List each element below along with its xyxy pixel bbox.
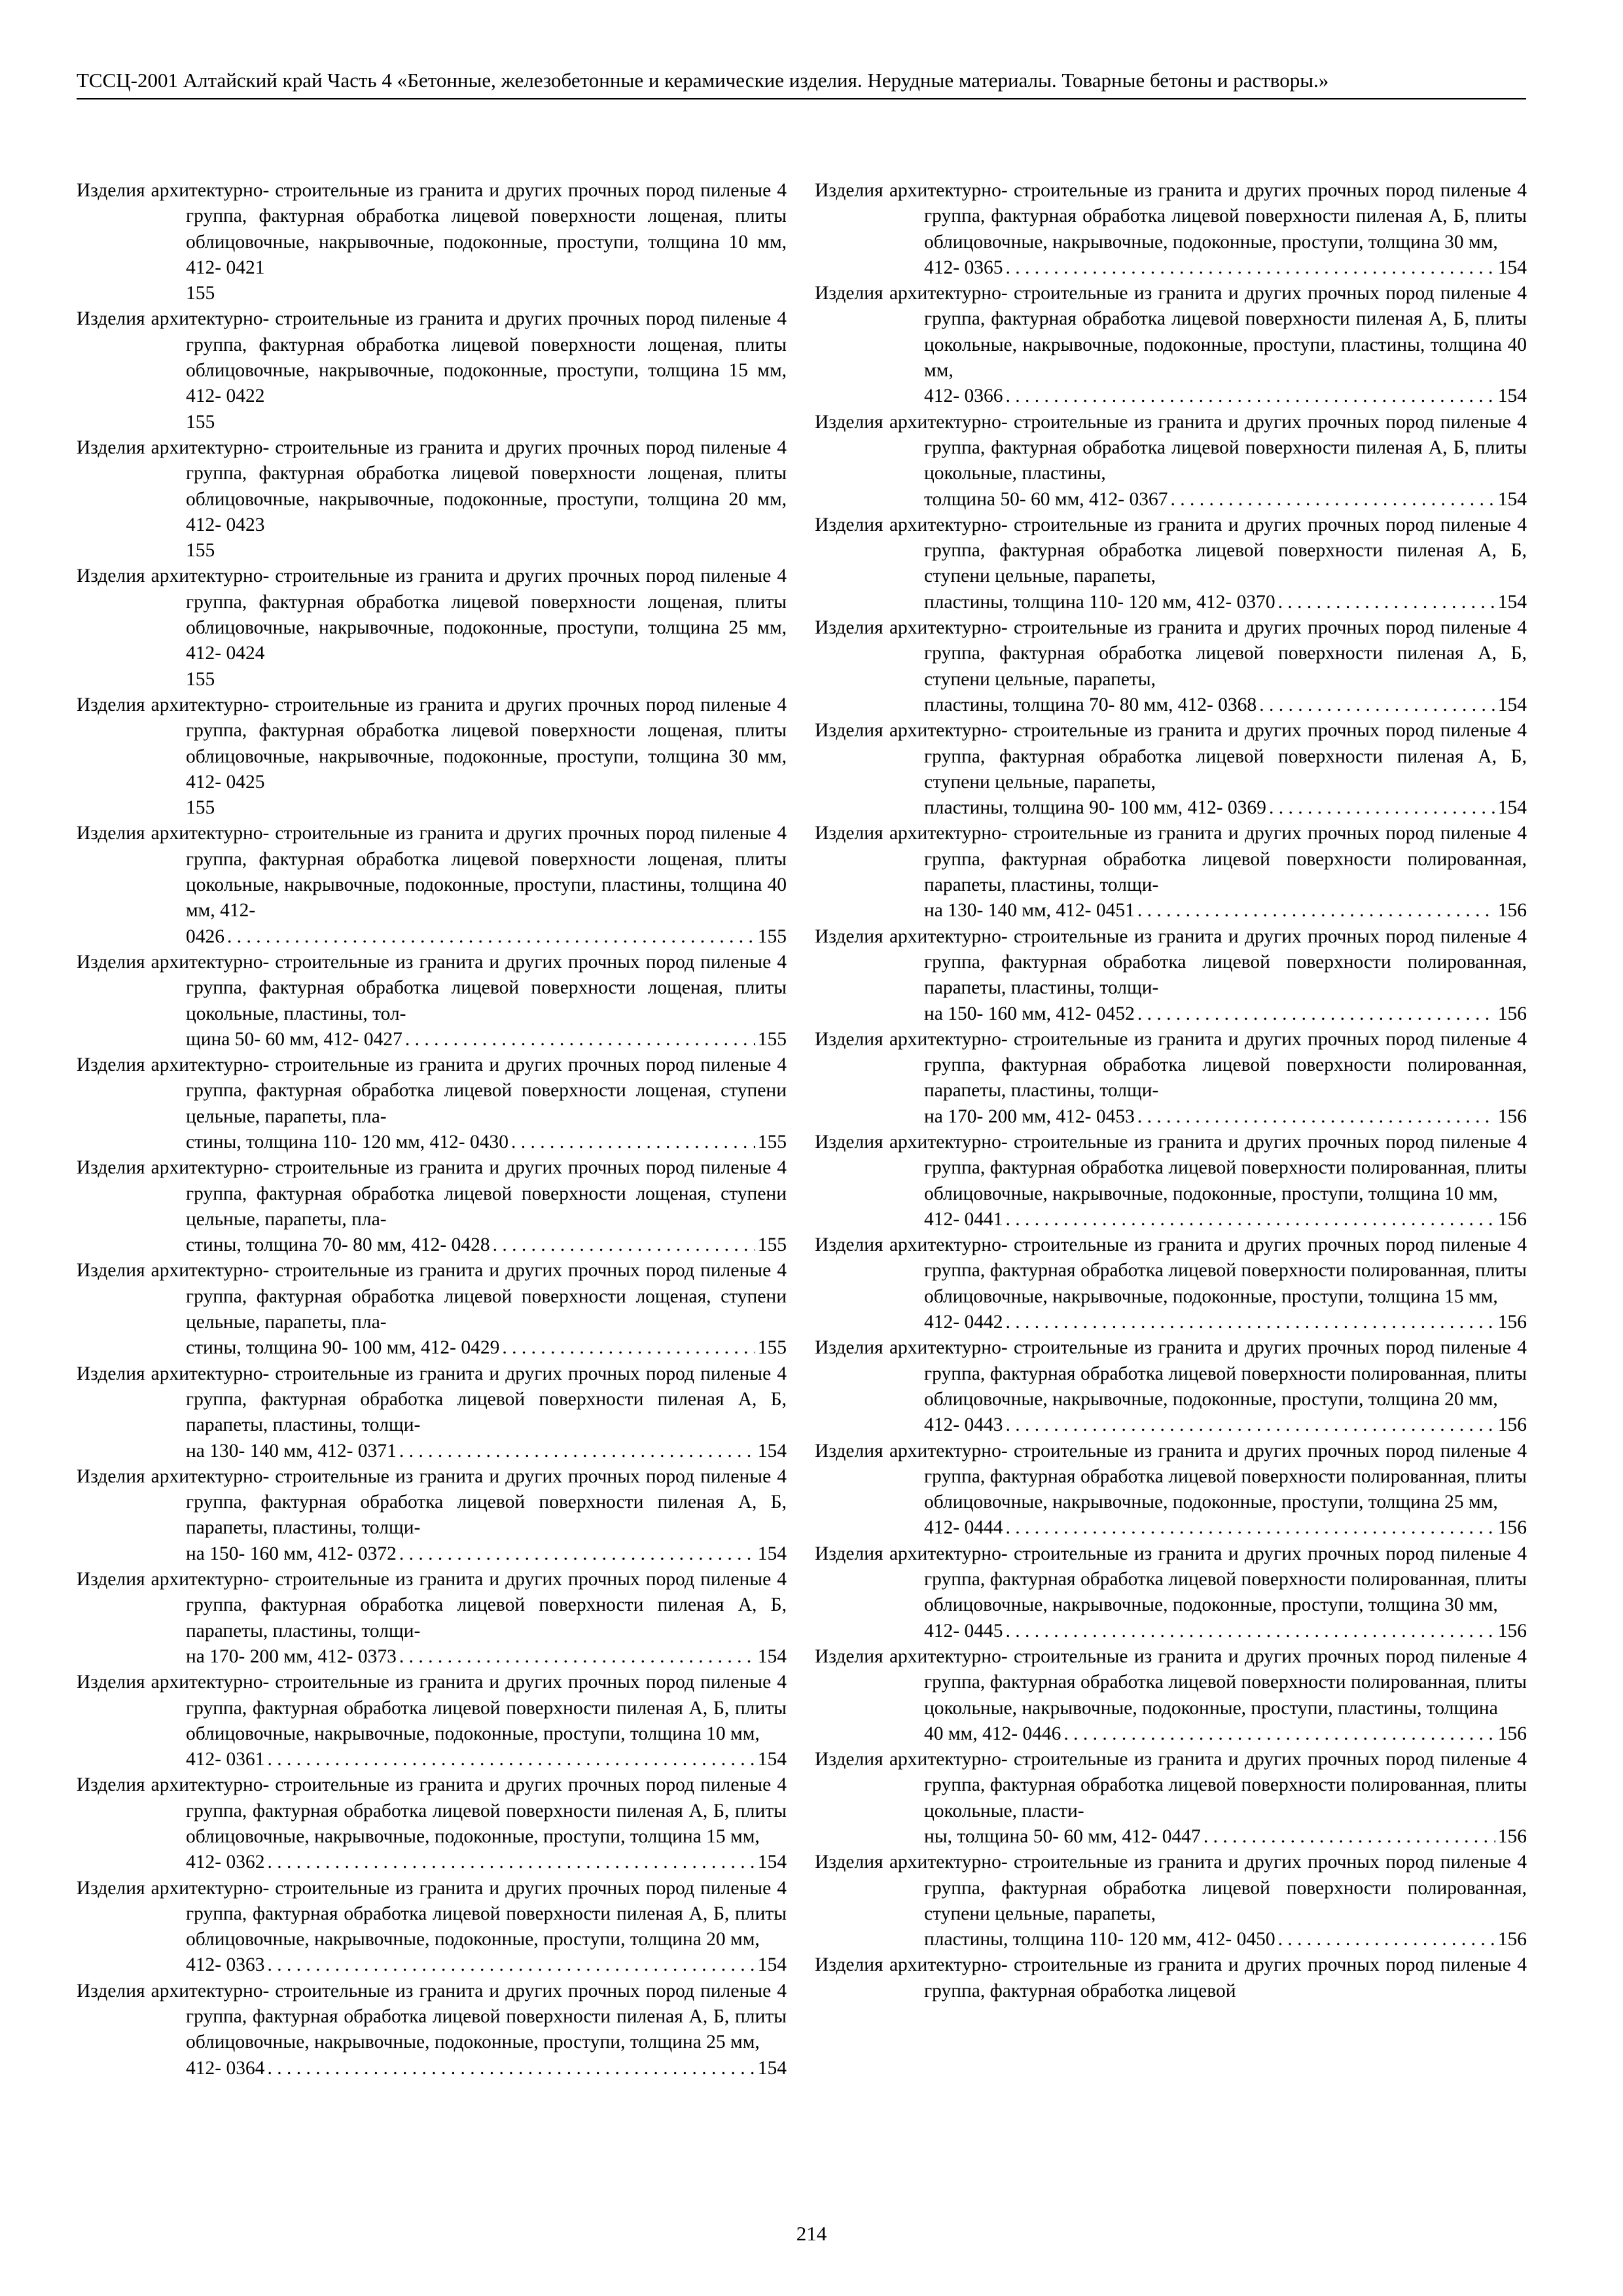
entry-text: Изделия архитектурно- строительные из гранита и других прочных пород пиленые 4 группа, фактурная обработка лицевой поверхности полированная, плиты облицовочные, накрывочные, подоконные, проступи, толщина 10 мм, — [815, 1131, 1527, 1204]
entry-reference-line — [924, 384, 1527, 409]
index-entry — [77, 1361, 787, 1464]
entry-code: 412- 0361 — [186, 1749, 265, 1770]
entry-reference-line — [924, 1001, 1527, 1027]
entry-reference-line — [186, 1541, 787, 1567]
entry-page-number: 154 — [1497, 386, 1527, 407]
entry-code: пластины, толщина 70- 80 мм, 412- 0368 — [924, 694, 1257, 715]
entry-code: стины, толщина 110- 120 мм, 412- 0430 — [186, 1131, 508, 1153]
entry-page-number: 156 — [1497, 1620, 1527, 1641]
index-entry — [815, 1232, 1527, 1335]
entry-page-number: 154 — [757, 1954, 787, 1976]
entry-page-number: 156 — [1497, 1414, 1527, 1436]
entry-page-number: 155 — [186, 797, 215, 819]
dot-leader — [511, 1130, 755, 1155]
entry-code: 0426 — [186, 925, 224, 947]
entry-reference-line — [186, 1335, 787, 1361]
index-entry — [77, 564, 787, 692]
entry-code: 412- 0366 — [924, 386, 1003, 407]
entry-text: Изделия архитектурно- строительные из гранита и других прочных пород пиленые 4 группа, фактурная обработка лицевой поверхности пиленая А, Б, плиты цокольные, пластины, — [815, 411, 1527, 484]
entry-code: стины, толщина 70- 80 мм, 412- 0428 — [186, 1234, 490, 1256]
dot-leader — [1170, 487, 1495, 512]
index-entry — [77, 1670, 787, 1772]
index-entry — [815, 1850, 1527, 1952]
entry-text: Изделия архитектурно- строительные из гранита и других прочных пород пиленые 4 группа, фактурная обработка лицевой — [815, 1954, 1527, 2001]
entry-reference-line — [186, 2056, 787, 2081]
index-entry — [815, 281, 1527, 409]
entry-page-number: 154 — [1497, 694, 1527, 715]
entry-reference-line — [924, 1412, 1527, 1438]
entry-text: Изделия архитектурно- строительные из гранита и других прочных пород пиленые 4 группа, фактурная обработка лицевой поверхности лощеная, ступени цельные, парапеты, пла- — [77, 1157, 787, 1230]
entry-reference-line — [186, 1027, 787, 1052]
entry-reference-line — [186, 1130, 787, 1155]
entry-reference-line — [924, 1207, 1527, 1232]
index-column-right — [815, 178, 1527, 2004]
entry-code: 412- 0445 — [924, 1620, 1003, 1641]
dot-leader — [1137, 1001, 1495, 1027]
entry-page-number: 156 — [1497, 1517, 1527, 1539]
dot-leader — [502, 1335, 755, 1361]
entry-page-number: 156 — [1497, 1826, 1527, 1847]
index-entry — [815, 1439, 1527, 1541]
entry-page-number: 154 — [757, 2057, 787, 2079]
dot-leader — [267, 2056, 755, 2081]
entry-reference-line — [186, 795, 787, 821]
entry-text: Изделия архитектурно- строительные из гранита и других прочных пород пиленые 4 группа, фактурная обработка лицевой поверхности полированная, плиты облицовочные, накрывочные, подоконные, проступи, толщина 20 мм, — [815, 1337, 1527, 1410]
index-entry — [77, 1258, 787, 1361]
entry-text: Изделия архитектурно- строительные из гранита и других прочных пород пиленые 4 группа, фактурная обработка лицевой поверхности пиленая А, Б, ступени цельные, парапеты, — [815, 514, 1527, 587]
index-entry — [77, 821, 787, 949]
entry-page-number: 154 — [1497, 591, 1527, 613]
entry-code: на 170- 200 мм, 412- 0453 — [924, 1105, 1135, 1127]
entry-code: 412- 0362 — [186, 1852, 265, 1873]
entry-code: стины, толщина 90- 100 мм, 412- 0429 — [186, 1337, 500, 1359]
index-entry — [77, 692, 787, 821]
dot-leader — [1204, 1824, 1495, 1850]
index-entry — [815, 1747, 1527, 1850]
entry-code: 412- 0364 — [186, 2057, 265, 2079]
entry-code: толщина 50- 60 мм, 412- 0367 — [924, 488, 1168, 510]
page-number: 214 — [796, 2222, 827, 2245]
dot-leader — [1005, 1310, 1495, 1335]
index-entry — [77, 1155, 787, 1258]
entry-text: Изделия архитектурно- строительные из гранита и других прочных пород пиленые 4 группа, фактурная обработка лицевой поверхности полированная, парапеты, пластины, толщи- — [815, 1028, 1527, 1102]
entry-reference-line — [924, 1824, 1527, 1850]
entry-reference-line — [924, 1310, 1527, 1335]
entry-reference-line — [186, 1439, 787, 1464]
entry-reference-line — [186, 1747, 787, 1772]
dot-leader — [267, 1850, 755, 1875]
entry-reference-line — [924, 898, 1527, 924]
entry-code: 40 мм, 412- 0446 — [924, 1723, 1061, 1744]
entry-reference-line — [924, 590, 1527, 615]
dot-leader — [1005, 384, 1495, 409]
dot-leader — [1005, 1619, 1495, 1644]
index-entry — [77, 1979, 787, 2081]
index-entry — [815, 512, 1527, 615]
entry-reference-line — [924, 1104, 1527, 1130]
entry-page-number: 154 — [757, 1852, 787, 1873]
entry-reference-line — [924, 1515, 1527, 1541]
entry-page-number: 156 — [1497, 900, 1527, 922]
entry-text: Изделия архитектурно- строительные из гранита и других прочных пород пиленые 4 группа, фактурная обработка лицевой поверхности пиленая А, Б, плиты цокольные, накрывочные, подоконные, проступи, пластины, толщина 40 мм, — [815, 283, 1527, 382]
entry-page-number: 154 — [1497, 797, 1527, 819]
entry-text: Изделия архитектурно- строительные из гранита и других прочных пород пиленые 4 группа, фактурная обработка лицевой поверхности полированная, парапеты, пластины, толщи- — [815, 925, 1527, 999]
entry-text: Изделия архитектурно- строительные из гранита и других прочных пород пиленые 4 группа, фактурная обработка лицевой поверхности лощеная, плиты облицовочные, накрывочные, подоконные, проступи, толщина 15 мм, 412- 0422 — [77, 308, 787, 407]
entry-reference-line — [186, 667, 787, 692]
index-entry — [815, 1130, 1527, 1232]
entry-text: Изделия архитектурно- строительные из гранита и других прочных пород пиленые 4 группа, фактурная обработка лицевой поверхности полированная, плиты цокольные, накрывочные, подоконные, проступи, пластины, толщина — [815, 1645, 1527, 1719]
dot-leader — [399, 1644, 755, 1670]
entry-text: Изделия архитектурно- строительные из гранита и других прочных пород пиленые 4 группа, фактурная обработка лицевой поверхности лощеная, ступени цельные, парапеты, пла- — [77, 1054, 787, 1127]
entry-page-number: 155 — [186, 668, 215, 690]
entry-page-number: 155 — [186, 283, 215, 304]
dot-leader — [399, 1439, 755, 1464]
entry-text: Изделия архитектурно- строительные из гранита и других прочных пород пиленые 4 группа, фактурная обработка лицевой поверхности лощеная, плиты облицовочные, накрывочные, подоконные, проступи, толщина 30 мм, 412- 0425 — [77, 694, 787, 793]
dot-leader — [1005, 1207, 1495, 1232]
entry-code: 412- 0444 — [924, 1517, 1003, 1539]
entry-text: Изделия архитектурно- строительные из гранита и других прочных пород пиленые 4 группа, фактурная обработка лицевой поверхности полированная, парапеты, пластины, толщи- — [815, 823, 1527, 896]
entry-code: 412- 0442 — [924, 1312, 1003, 1333]
entry-code: 412- 0363 — [186, 1954, 265, 1976]
entry-reference-line — [186, 1952, 787, 1978]
entry-page-number: 154 — [757, 1645, 787, 1667]
entry-text: Изделия архитектурно- строительные из гранита и других прочных пород пиленые 4 группа, фактурная обработка лицевой поверхности пиленая А, Б, парапеты, пластины, толщи- — [77, 1363, 787, 1436]
entry-page-number: 156 — [1497, 1723, 1527, 1744]
entry-reference-line — [924, 692, 1527, 718]
index-entry — [77, 1567, 787, 1670]
index-entry — [77, 178, 787, 306]
index-entry — [815, 1541, 1527, 1644]
entry-text: Изделия архитектурно- строительные из гранита и других прочных пород пиленые 4 группа, фактурная обработка лицевой поверхности полированная, ступени цельные, парапеты, — [815, 1852, 1527, 1924]
entry-code: 412- 0443 — [924, 1414, 1003, 1436]
entry-code: пластины, толщина 110- 120 мм, 412- 0370 — [924, 591, 1275, 613]
entry-reference-line — [924, 1619, 1527, 1644]
entry-page-number: 154 — [757, 1543, 787, 1564]
entry-text: Изделия архитектурно- строительные из гранита и других прочных пород пиленые 4 группа, фактурная обработка лицевой поверхности лощеная, плиты цокольные, пластины, тол- — [77, 951, 787, 1024]
entry-text: Изделия архитектурно- строительные из гранита и других прочных пород пиленые 4 группа, фактурная обработка лицевой поверхности лощеная, плиты облицовочные, накрывочные, подоконные, проступи, толщина 20 мм, 412- 0423 — [77, 437, 787, 535]
entry-page-number: 156 — [1497, 1312, 1527, 1333]
entry-page-number: 155 — [186, 540, 215, 562]
entry-text: Изделия архитектурно- строительные из гранита и других прочных пород пиленые 4 группа, фактурная обработка лицевой поверхности пиленая А, Б, ступени цельные, парапеты, — [815, 617, 1527, 690]
dot-leader — [1269, 795, 1495, 821]
entry-page-number: 155 — [757, 1028, 787, 1050]
index-entry — [77, 435, 787, 564]
entry-text: Изделия архитектурно- строительные из гранита и других прочных пород пиленые 4 группа, фактурная обработка лицевой поверхности пиленая А, Б, парапеты, пластины, толщи- — [77, 1569, 787, 1641]
index-entry — [815, 1335, 1527, 1438]
index-entry — [815, 1952, 1527, 2004]
entry-text: Изделия архитектурно- строительные из гранита и других прочных пород пиленые 4 группа, фактурная обработка лицевой поверхности пиленая А, Б, парапеты, пластины, толщи- — [77, 1465, 787, 1539]
entry-page-number: 156 — [1497, 1003, 1527, 1024]
entry-code: 412- 0365 — [924, 257, 1003, 278]
dot-leader — [1063, 1721, 1495, 1747]
index-entry — [77, 1772, 787, 1875]
entry-page-number: 156 — [1497, 1105, 1527, 1127]
index-entry — [815, 718, 1527, 821]
entry-page-number: 155 — [757, 925, 787, 947]
running-header — [77, 68, 1526, 99]
index-entry — [815, 821, 1527, 924]
header-title: ТССЦ-2001 Алтайский край Часть 4 «Бетонные, железобетонные и керамические изделия. Нерудные материалы. Товарные бетоны и растворы.» — [77, 69, 1329, 92]
entry-text: Изделия архитектурно- строительные из гранита и других прочных пород пиленые 4 группа, фактурная обработка лицевой поверхности полированная, плиты облицовочные, накрывочные, подоконные, проступи, толщина 25 мм, — [815, 1440, 1527, 1513]
entry-code: пластины, толщина 90- 100 мм, 412- 0369 — [924, 797, 1266, 819]
index-entry — [815, 1027, 1527, 1130]
entry-reference-line — [186, 1232, 787, 1258]
entry-code: на 130- 140 мм, 412- 0451 — [924, 900, 1135, 922]
entry-reference-line — [924, 1927, 1527, 1952]
index-entry — [815, 178, 1527, 281]
index-entry — [77, 1876, 787, 1979]
entry-text: Изделия архитектурно- строительные из гранита и других прочных пород пиленые 4 группа, фактурная обработка лицевой поверхности полированная, плиты цокольные, пласти- — [815, 1749, 1527, 1821]
dot-leader — [1278, 1927, 1495, 1952]
entry-code: на 170- 200 мм, 412- 0373 — [186, 1645, 397, 1667]
dot-leader — [493, 1232, 755, 1258]
dot-leader — [1005, 1515, 1495, 1541]
entry-page-number: 154 — [757, 1749, 787, 1770]
entry-text: Изделия архитектурно- строительные из гранита и других прочных пород пиленые 4 группа, фактурная обработка лицевой поверхности пиленая А, Б, плиты облицовочные, накрывочные, подоконные, проступи, толщина 20 мм, — [77, 1877, 787, 1950]
index-entry — [815, 615, 1527, 718]
entry-code: на 150- 160 мм, 412- 0452 — [924, 1003, 1135, 1024]
entry-text: Изделия архитектурно- строительные из гранита и других прочных пород пиленые 4 группа, фактурная обработка лицевой поверхности лощеная, плиты цокольные, накрывочные, подоконные, проступи, пластины, толщина 40 мм, 412- — [77, 823, 787, 922]
entry-reference-line — [924, 1721, 1527, 1747]
entry-page-number: 154 — [757, 1440, 787, 1462]
entry-page-number: 156 — [1497, 1208, 1527, 1230]
dot-leader — [405, 1027, 755, 1052]
index-entry — [77, 306, 787, 435]
entry-reference-line — [186, 538, 787, 564]
index-entry — [815, 924, 1527, 1027]
entry-reference-line — [924, 795, 1527, 821]
dot-leader — [227, 924, 755, 950]
entry-page-number: 155 — [186, 411, 215, 433]
index-entry — [815, 1644, 1527, 1747]
entry-reference-line — [186, 410, 787, 435]
entry-code: ны, толщина 50- 60 мм, 412- 0447 — [924, 1826, 1201, 1847]
index-entry — [77, 950, 787, 1052]
entry-reference-line — [186, 1644, 787, 1670]
dot-leader — [267, 1952, 755, 1978]
entry-text: Изделия архитектурно- строительные из гранита и других прочных пород пиленые 4 группа, фактурная обработка лицевой поверхности пиленая А, Б, плиты облицовочные, накрывочные, подоконные, проступи, толщина 15 мм, — [77, 1774, 787, 1847]
entry-reference-line — [924, 255, 1527, 281]
entry-reference-line — [186, 281, 787, 306]
index-entry — [815, 410, 1527, 512]
index-column-left — [77, 178, 787, 2081]
dot-leader — [1259, 692, 1495, 718]
entry-page-number: 154 — [1497, 257, 1527, 278]
entry-text: Изделия архитектурно- строительные из гранита и других прочных пород пиленые 4 группа, фактурная обработка лицевой поверхности лощеная, плиты облицовочные, накрывочные, подоконные, проступи, толщина 10 мм, 412- 0421 — [77, 180, 787, 278]
entry-page-number: 156 — [1497, 1929, 1527, 1950]
entry-text: Изделия архитектурно- строительные из гранита и других прочных пород пиленые 4 группа, фактурная обработка лицевой поверхности пиленая А, Б, плиты облицовочные, накрывочные, подоконные, проступи, толщина 25 мм, — [77, 1980, 787, 2053]
entry-code: на 130- 140 мм, 412- 0371 — [186, 1440, 397, 1462]
entry-text: Изделия архитектурно- строительные из гранита и других прочных пород пиленые 4 группа, фактурная обработка лицевой поверхности пиленая А, Б, плиты облицовочные, накрывочные, подоконные, проступи, толщина 10 мм, — [77, 1672, 787, 1744]
entry-reference-line — [186, 1850, 787, 1875]
entry-reference-line — [186, 924, 787, 950]
entry-page-number: 155 — [757, 1234, 787, 1256]
dot-leader — [1005, 255, 1495, 281]
entry-text: Изделия архитектурно- строительные из гранита и других прочных пород пиленые 4 группа, фактурная обработка лицевой поверхности пиленая А, Б, ступени цельные, парапеты, — [815, 720, 1527, 793]
index-entry — [77, 1464, 787, 1567]
entry-code: 412- 0441 — [924, 1208, 1003, 1230]
dot-leader — [1137, 898, 1495, 924]
entry-text: Изделия архитектурно- строительные из гранита и других прочных пород пиленые 4 группа, фактурная обработка лицевой поверхности полированная, плиты облицовочные, накрывочные, подоконные, проступи, толщина 15 мм, — [815, 1234, 1527, 1307]
entry-text: Изделия архитектурно- строительные из гранита и других прочных пород пиленые 4 группа, фактурная обработка лицевой поверхности полированная, плиты облицовочные, накрывочные, подоконные, проступи, толщина 30 мм, — [815, 1543, 1527, 1616]
dot-leader — [267, 1747, 755, 1772]
entry-page-number: 154 — [1497, 488, 1527, 510]
dot-leader — [1005, 1412, 1495, 1438]
entry-page-number: 155 — [757, 1131, 787, 1153]
entry-text: Изделия архитектурно- строительные из гранита и других прочных пород пиленые 4 группа, фактурная обработка лицевой поверхности лощеная, ступени цельные, парапеты, пла- — [77, 1260, 787, 1333]
entry-code: пластины, толщина 110- 120 мм, 412- 0450 — [924, 1929, 1275, 1950]
entry-page-number: 155 — [757, 1337, 787, 1359]
dot-leader — [1278, 590, 1495, 615]
page-footer — [0, 2222, 1623, 2246]
dot-leader — [1137, 1104, 1495, 1130]
index-entry — [77, 1052, 787, 1155]
entry-code: на 150- 160 мм, 412- 0372 — [186, 1543, 397, 1564]
entry-text: Изделия архитектурно- строительные из гранита и других прочных пород пиленые 4 группа, фактурная обработка лицевой поверхности пиленая А, Б, плиты облицовочные, накрывочные, подоконные, проступи, толщина 30 мм, — [815, 180, 1527, 253]
dot-leader — [399, 1541, 755, 1567]
entry-text: Изделия архитектурно- строительные из гранита и других прочных пород пиленые 4 группа, фактурная обработка лицевой поверхности лощеная, плиты облицовочные, накрывочные, подоконные, проступи, толщина 25 мм, 412- 0424 — [77, 565, 787, 664]
entry-reference-line — [924, 487, 1527, 512]
entry-code: щина 50- 60 мм, 412- 0427 — [186, 1028, 402, 1050]
